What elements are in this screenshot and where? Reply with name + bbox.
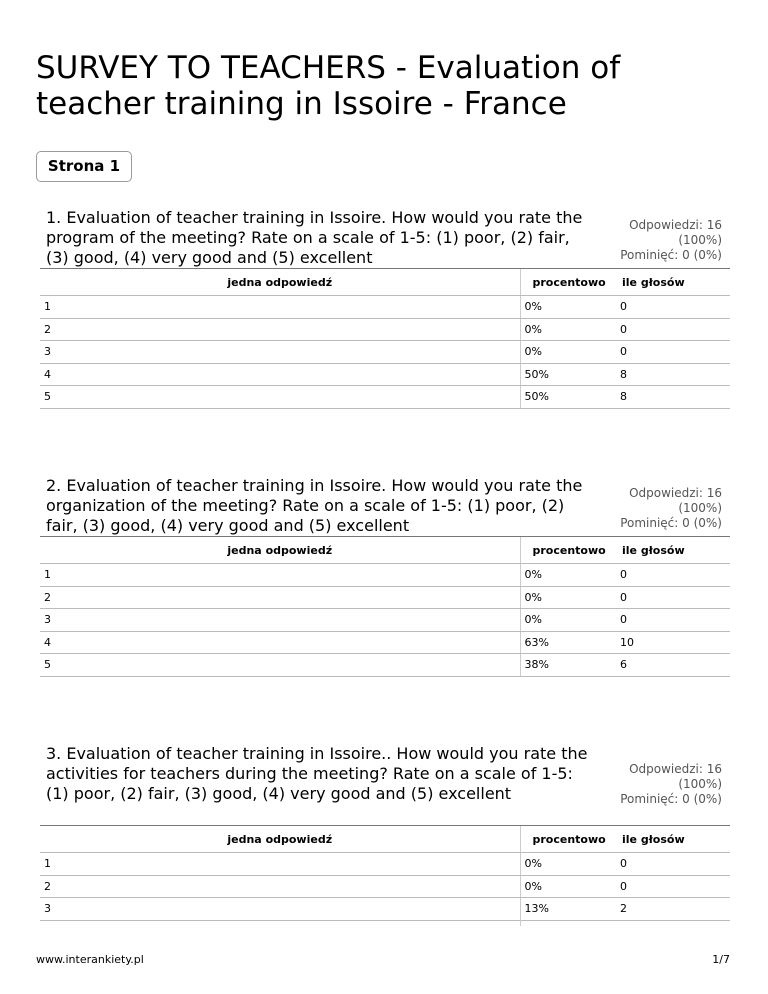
- survey-title: SURVEY TO TEACHERS - Evaluation of teacher training in Issoire - France: [36, 50, 621, 122]
- percent-cell: 63%: [520, 631, 616, 654]
- answered-percent: (100%): [678, 233, 722, 247]
- response-stats: [572, 762, 722, 807]
- answers-table: [40, 536, 730, 677]
- column-divider: [520, 912, 521, 926]
- header-percent: procentowo: [520, 826, 616, 853]
- votes-cell: 0: [616, 564, 730, 587]
- votes-cell: 0: [616, 609, 730, 632]
- header-answer: jedna odpowiedź: [40, 269, 520, 296]
- percent-cell: 38%: [520, 654, 616, 677]
- response-stats: [572, 218, 722, 263]
- table-row: [40, 853, 730, 876]
- footer-page-number: 1/7: [712, 953, 730, 966]
- skipped-count: Pominięć: 0 (0%): [620, 516, 722, 530]
- table-header-row: [40, 537, 730, 564]
- header-votes: ile głosów: [616, 826, 730, 853]
- answer-cell: 2: [40, 875, 520, 898]
- table-row: [40, 341, 730, 364]
- skipped-count: Pominięć: 0 (0%): [620, 248, 722, 262]
- percent-cell: 0%: [520, 296, 616, 319]
- answers-table: [40, 268, 730, 409]
- question-text: 2. Evaluation of teacher training in Issoire. How would you rate the organization of the meeting? Rate on a scale of 1-5: (1) poor, (2) fair, (3) good, (4) very good and (5) excellent: [46, 476, 583, 535]
- percent-cell: 50%: [520, 363, 616, 386]
- votes-cell: 6: [616, 654, 730, 677]
- table-row: [40, 654, 730, 677]
- header-answer: jedna odpowiedź: [40, 826, 520, 853]
- answer-cell: 1: [40, 296, 520, 319]
- table-row: [40, 296, 730, 319]
- answer-cell: 3: [40, 898, 520, 921]
- answered-count: Odpowiedzi: 16: [629, 486, 722, 500]
- answer-cell: 4: [40, 363, 520, 386]
- answer-cell: 1: [40, 564, 520, 587]
- question-text: 3. Evaluation of teacher training in Issoire.. How would you rate the activities for teachers during the meeting? Rate on a scale of 1-5: (1) poor, (2) fair, (3) good, (4) very good and (5) excellent: [46, 744, 588, 803]
- page-badge: Strona 1: [36, 151, 132, 182]
- answer-cell: 3: [40, 341, 520, 364]
- votes-cell: 0: [616, 318, 730, 341]
- votes-cell: 10: [616, 631, 730, 654]
- votes-cell: 0: [616, 586, 730, 609]
- percent-cell: 50%: [520, 386, 616, 409]
- header-answer: jedna odpowiedź: [40, 537, 520, 564]
- votes-cell: 8: [616, 386, 730, 409]
- votes-cell: 2: [616, 898, 730, 921]
- votes-cell: 0: [616, 296, 730, 319]
- percent-cell: 0%: [520, 853, 616, 876]
- table-row: [40, 631, 730, 654]
- votes-cell: 0: [616, 341, 730, 364]
- header-percent: procentowo: [520, 269, 616, 296]
- table-row: [40, 386, 730, 409]
- answer-cell: 4: [40, 631, 520, 654]
- table-row: [40, 609, 730, 632]
- answered-percent: (100%): [678, 501, 722, 515]
- answered-percent: (100%): [678, 777, 722, 791]
- answered-count: Odpowiedzi: 16: [629, 762, 722, 776]
- table-row: [40, 318, 730, 341]
- answer-cell: 1: [40, 853, 520, 876]
- table-row: [40, 875, 730, 898]
- percent-cell: 0%: [520, 586, 616, 609]
- table-header-row: [40, 826, 730, 853]
- percent-cell: 0%: [520, 609, 616, 632]
- answered-count: Odpowiedzi: 16: [629, 218, 722, 232]
- response-stats: [572, 486, 722, 531]
- answers-table: [40, 825, 730, 921]
- votes-cell: 0: [616, 853, 730, 876]
- answer-cell: 2: [40, 586, 520, 609]
- header-votes: ile głosów: [616, 269, 730, 296]
- percent-cell: 0%: [520, 318, 616, 341]
- table-row: [40, 586, 730, 609]
- votes-cell: 0: [616, 875, 730, 898]
- skipped-count: Pominięć: 0 (0%): [620, 792, 722, 806]
- table-row: [40, 898, 730, 921]
- table-row: [40, 564, 730, 587]
- answer-cell: 5: [40, 386, 520, 409]
- header-percent: procentowo: [520, 537, 616, 564]
- table-header-row: [40, 269, 730, 296]
- question-text: 1. Evaluation of teacher training in Issoire. How would you rate the program of the meeting? Rate on a scale of 1-5: (1) poor, (2) fair, (3) good, (4) very good and (5) excellent: [46, 208, 583, 267]
- answer-cell: 3: [40, 609, 520, 632]
- answer-cell: 5: [40, 654, 520, 677]
- answer-cell: 2: [40, 318, 520, 341]
- percent-cell: 0%: [520, 341, 616, 364]
- footer-site: www.interankiety.pl: [36, 953, 144, 966]
- percent-cell: 13%: [520, 898, 616, 921]
- percent-cell: 0%: [520, 564, 616, 587]
- votes-cell: 8: [616, 363, 730, 386]
- percent-cell: 0%: [520, 875, 616, 898]
- header-votes: ile głosów: [616, 537, 730, 564]
- table-row: [40, 363, 730, 386]
